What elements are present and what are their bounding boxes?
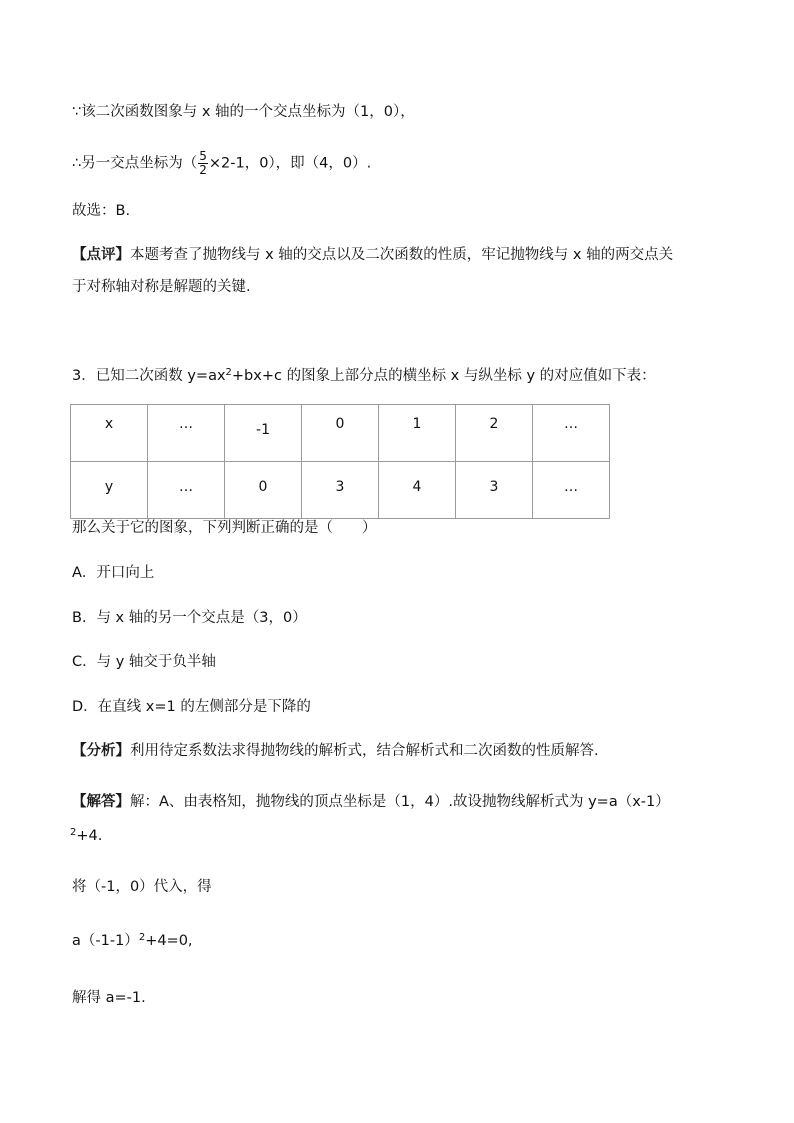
comment-line-1 — [72, 245, 673, 265]
fraction-numerator: 5 — [199, 149, 207, 163]
fraction — [198, 150, 208, 177]
table-cell: 3 — [302, 462, 379, 519]
analysis-line — [72, 741, 599, 761]
table-cell: 0 — [225, 462, 302, 519]
table-row-y — [71, 462, 610, 519]
question-stem-suffix: +bx+c 的图象上部分点的横坐标 x 与纵坐标 y 的对应值如下表： — [231, 368, 656, 384]
step-substitute: 将（-1，0）代入，得 — [72, 879, 212, 895]
answer-superscript: 2 — [70, 827, 77, 838]
table-cell: 1 — [379, 405, 456, 462]
answer-line-1 — [72, 792, 670, 812]
choice-line: 故选：B. — [72, 203, 131, 219]
table-cell: 3 — [456, 462, 533, 519]
solution-line-2-prefix: ∴另一交点坐标为（ — [72, 155, 198, 172]
table-cell: 2 — [456, 405, 533, 462]
comment-line-2: 于对称轴对称是解题的关键. — [72, 279, 251, 295]
option-c: C．与 y 轴交于负半轴 — [72, 654, 216, 670]
table-cell: 4 — [379, 462, 456, 519]
question-stem-superscript: 2 — [225, 367, 232, 378]
table-cell: … — [148, 405, 225, 462]
table-row-x — [71, 405, 610, 462]
value-table — [70, 404, 610, 519]
table-cell: -1 — [225, 405, 302, 462]
question-ask: 那么关于它的图象，下列判断正确的是（ ） — [72, 520, 377, 536]
fraction-denominator: 2 — [199, 163, 207, 177]
table-cell: … — [533, 462, 610, 519]
step-equation — [72, 931, 193, 951]
table-cell: … — [148, 462, 225, 519]
option-d: D．在直线 x=1 的左侧部分是下降的 — [72, 699, 311, 715]
option-a: A．开口向上 — [72, 565, 155, 581]
step-equation-prefix: a（-1-1） — [72, 933, 139, 949]
answer-tag: 【解答】 — [72, 794, 130, 810]
step-equation-superscript: 2 — [138, 932, 146, 943]
answer-text-1: 解：A、由表格知，抛物线的顶点坐标是（1，4）.故设抛物线解析式为 y=a（x-1） — [130, 794, 670, 810]
table-cell: … — [533, 405, 610, 462]
question-stem-prefix: 3．已知二次函数 y=ax — [72, 368, 226, 384]
analysis-tag: 【分析】 — [72, 743, 130, 759]
table-cell: y — [71, 462, 148, 519]
table-cell: x — [71, 405, 148, 462]
table-cell: 0 — [302, 405, 379, 462]
solution-line-1: ∵该二次函数图象与 x 轴的一个交点坐标为（1，0）， — [72, 104, 415, 120]
step-result: 解得 a=-1. — [72, 990, 146, 1006]
option-b: B．与 x 轴的另一个交点是（3，0） — [72, 610, 307, 626]
solution-line-2-suffix: ×2-1，0），即（4，0）. — [208, 155, 372, 172]
answer-text-2: +4. — [76, 828, 103, 844]
comment-text-1: 本题考查了抛物线与 x 轴的交点以及二次函数的性质，牢记抛物线与 x 轴的两交点关 — [130, 247, 674, 263]
question-stem — [72, 366, 656, 386]
analysis-text: 利用待定系数法求得抛物线的解析式，结合解析式和二次函数的性质解答. — [130, 743, 599, 759]
solution-line-2 — [72, 150, 371, 177]
step-equation-suffix: +4=0, — [145, 933, 193, 949]
comment-tag: 【点评】 — [72, 247, 130, 263]
answer-line-2 — [70, 826, 102, 846]
